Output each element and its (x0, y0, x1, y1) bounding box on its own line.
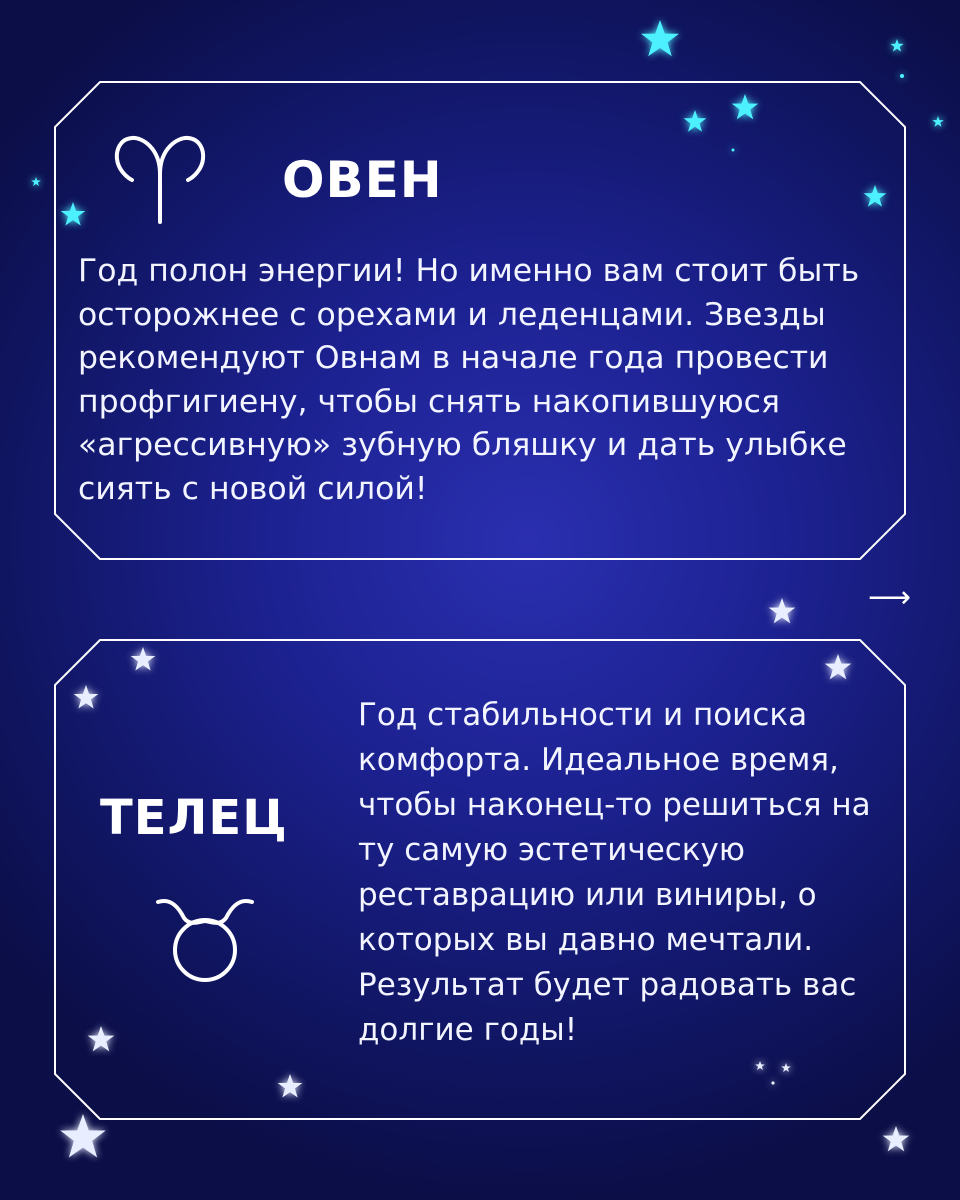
taurus-description: Год стабильности и поиска комфорта. Идеальное время, чтобы наконец-то решиться на ту самую эстетическую реставрацию или виниры, о которых вы давно мечтали. Результат будет радовать вас долгие годы! (358, 697, 871, 1048)
taurus-title: ТЕЛЕЦ (100, 790, 288, 846)
aries-title: ОВЕН (282, 151, 443, 209)
next-slide-arrow[interactable]: ⟶ (868, 580, 912, 615)
taurus-icon (150, 890, 260, 985)
aries-icon (112, 132, 217, 227)
aries-description: Год полон энергии! Но именно вам стоит быть осторожнее с орехами и леденцами. Звезды рекомендуют Овнам в начале года провести профгигиену, чтобы снять накопившуюся «агрессивную» зубную бляшку и дать улыбке сиять с новой силой! (78, 253, 860, 507)
